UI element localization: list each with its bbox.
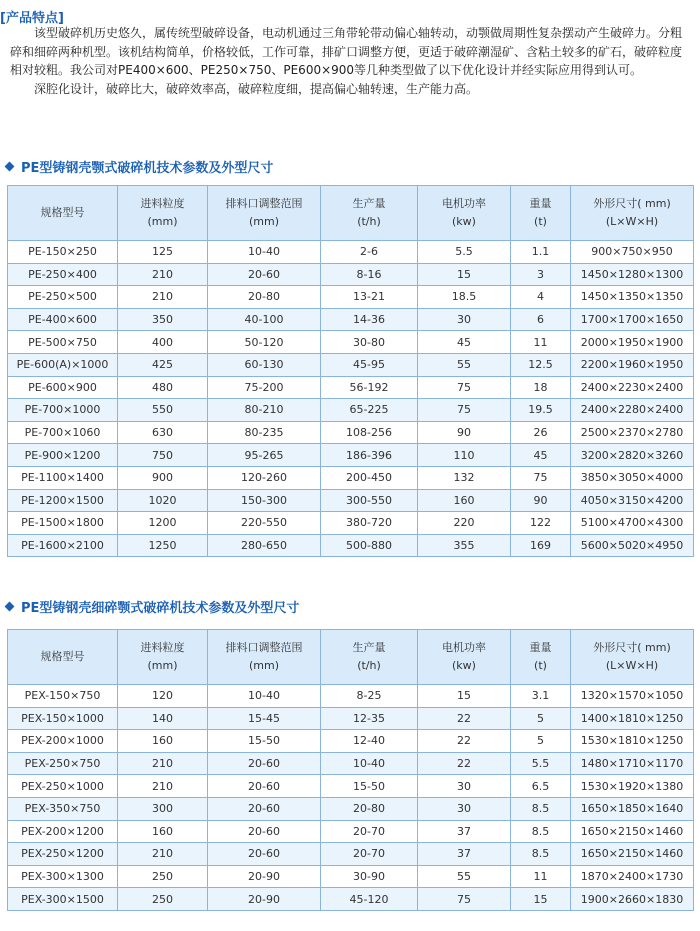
table-row [8, 353, 694, 376]
intro-paragraph-2: 深腔化设计，破碎比大，破碎效率高，破碎粒度细，提高偏心轴转速，生产能力高。 [34, 81, 479, 96]
table-cell: PEX-150×1000 [8, 707, 118, 730]
column-header-label: 进料粒度 [140, 197, 185, 210]
table-cell: 1530×1810×1250 [571, 730, 694, 753]
table-cell: 6 [511, 308, 571, 331]
table-cell: 1250 [118, 534, 208, 557]
table-cell: 26 [511, 421, 571, 444]
table-cell: 12.5 [511, 353, 571, 376]
table-cell: 22 [418, 707, 511, 730]
table-cell: PEX-350×750 [8, 797, 118, 820]
table-row [8, 865, 694, 888]
table-row [8, 286, 694, 309]
table-cell: 37 [418, 820, 511, 843]
table-cell: 1320×1570×1050 [571, 685, 694, 708]
table-cell: 400 [118, 331, 208, 354]
table-cell: 4050×3150×4200 [571, 489, 694, 512]
table-cell: 5.5 [418, 241, 511, 264]
column-header-unit: (t) [534, 215, 547, 228]
table-cell: 20-90 [208, 888, 321, 911]
pex-spec-table [7, 629, 694, 911]
table-cell: 1200 [118, 512, 208, 535]
table-cell: 30-80 [321, 331, 418, 354]
table-cell: 14-36 [321, 308, 418, 331]
table-cell: 300 [118, 797, 208, 820]
table-cell: 75-200 [208, 376, 321, 399]
table-cell: 210 [118, 843, 208, 866]
table-cell: 65-225 [321, 399, 418, 422]
table-cell: PE-1200×1500 [8, 489, 118, 512]
table-cell: 75 [511, 466, 571, 489]
table-cell: 2500×2370×2780 [571, 421, 694, 444]
table-cell: 3850×3050×4000 [571, 466, 694, 489]
table-cell: 18.5 [418, 286, 511, 309]
table-cell: 45-120 [321, 888, 418, 911]
table-cell: 75 [418, 888, 511, 911]
column-header-label: 排料口调整范围 [225, 197, 303, 210]
table-row [8, 466, 694, 489]
table-row [8, 888, 694, 911]
table-cell: 15-50 [208, 730, 321, 753]
table-row [8, 730, 694, 753]
column-header [8, 630, 118, 685]
table-cell: 355 [418, 534, 511, 557]
table-cell: PEX-250×1200 [8, 843, 118, 866]
table1-title [6, 157, 273, 176]
table-cell: PE-250×400 [8, 263, 118, 286]
table-cell: 6.5 [511, 775, 571, 798]
column-header-unit: (L×W×H) [605, 215, 659, 228]
table-row [8, 399, 694, 422]
table-cell: 1900×2660×1830 [571, 888, 694, 911]
table-cell: PE-250×500 [8, 286, 118, 309]
table-cell: 30-90 [321, 865, 418, 888]
table2-title-text: PE型铸钢壳细碎颚式破碎机技术参数及外型尺寸 [21, 601, 300, 616]
column-header-label: 进料粒度 [140, 641, 185, 654]
table-cell: 13-21 [321, 286, 418, 309]
column-header [511, 630, 571, 685]
table-cell: 20-70 [321, 820, 418, 843]
table-cell: 5600×5020×4950 [571, 534, 694, 557]
table-cell: 300-550 [321, 489, 418, 512]
column-header-label: 生产量 [352, 641, 386, 654]
table-row [8, 797, 694, 820]
table-cell: PE-700×1000 [8, 399, 118, 422]
table2-title [6, 597, 299, 616]
table-header-row [8, 630, 694, 685]
table-cell: 2-6 [321, 241, 418, 264]
table-cell: 10-40 [208, 241, 321, 264]
column-header [418, 186, 511, 241]
table-cell: 900 [118, 466, 208, 489]
column-header-label: 规格型号 [40, 650, 85, 663]
table-cell: 15-50 [321, 775, 418, 798]
column-header [208, 630, 321, 685]
column-header [118, 186, 208, 241]
table-cell: 160 [118, 820, 208, 843]
table-cell: 20-60 [208, 263, 321, 286]
column-header-unit: (t) [534, 659, 547, 672]
table-cell: 3200×2820×3260 [571, 444, 694, 467]
table-cell: 4 [511, 286, 571, 309]
table-cell: PE-1600×2100 [8, 534, 118, 557]
table-cell: 20-80 [208, 286, 321, 309]
table-cell: 8.5 [511, 820, 571, 843]
column-header-unit: (kw) [452, 215, 476, 228]
table-row [8, 534, 694, 557]
table-cell: 108-256 [321, 421, 418, 444]
table-cell: 750 [118, 444, 208, 467]
table-cell: 2000×1950×1900 [571, 331, 694, 354]
table-cell: PE-1500×1800 [8, 512, 118, 535]
table-cell: 200-450 [321, 466, 418, 489]
table-cell: 1650×1850×1640 [571, 797, 694, 820]
table-cell: 110 [418, 444, 511, 467]
column-header-unit: (mm) [248, 215, 279, 228]
column-header [8, 186, 118, 241]
column-header-unit: (t/h) [357, 659, 381, 672]
table-cell: 280-650 [208, 534, 321, 557]
column-header-unit: (mm) [248, 659, 279, 672]
table-cell: 22 [418, 752, 511, 775]
table-cell: 15-45 [208, 707, 321, 730]
table-cell: 45-95 [321, 353, 418, 376]
table-cell: 37 [418, 843, 511, 866]
table-row [8, 843, 694, 866]
table-cell: PE-600(A)×1000 [8, 353, 118, 376]
table-cell: PEX-300×1500 [8, 888, 118, 911]
table-cell: 20-60 [208, 843, 321, 866]
table-row [8, 820, 694, 843]
table-cell: 900×750×950 [571, 241, 694, 264]
intro-text [10, 24, 692, 98]
table-cell: 8.5 [511, 843, 571, 866]
table-cell: PEX-250×750 [8, 752, 118, 775]
table-cell: 2200×1960×1950 [571, 353, 694, 376]
table-cell: PE-500×750 [8, 331, 118, 354]
table-cell: 500-880 [321, 534, 418, 557]
table-cell: PEX-250×1000 [8, 775, 118, 798]
intro-paragraph-1: 该型破碎机历史悠久，属传统型破碎设备，电动机通过三角带轮带动偏心轴转动，动颚做周期性复杂摆动产生破碎力。分粗碎和细碎两种机型。该机结构简单，价格较低，工作可靠，排矿口调整方便，更适于破碎潮湿矿、含粘土较多的矿石，破碎粒度相对较粗。我公司对PE400×600、PE250×750、PE600×900等几种类型做了以下优化设计并经实际应用得到认可。 [10, 26, 683, 77]
table-cell: PE-150×250 [8, 241, 118, 264]
table-cell: 186-396 [321, 444, 418, 467]
table-cell: 11 [511, 331, 571, 354]
table-cell: 45 [418, 331, 511, 354]
table-cell: 55 [418, 865, 511, 888]
table-cell: 56-192 [321, 376, 418, 399]
table-cell: 5100×4700×4300 [571, 512, 694, 535]
table-row [8, 308, 694, 331]
table1-title-text: PE型铸钢壳颚式破碎机技术参数及外型尺寸 [21, 161, 274, 176]
table-cell: 15 [418, 263, 511, 286]
table-row [8, 263, 694, 286]
table-cell: PE-700×1060 [8, 421, 118, 444]
table-cell: 20-60 [208, 820, 321, 843]
table-cell: 8.5 [511, 797, 571, 820]
column-header-label: 外形尺寸( mm) [593, 197, 671, 210]
diamond-bullet-icon [5, 162, 15, 172]
table-cell: 1480×1710×1170 [571, 752, 694, 775]
column-header-unit: (t/h) [357, 215, 381, 228]
table-cell: 80-210 [208, 399, 321, 422]
table-cell: 169 [511, 534, 571, 557]
table-row [8, 241, 694, 264]
table-row [8, 421, 694, 444]
table-cell: 20-60 [208, 775, 321, 798]
table-cell: 60-130 [208, 353, 321, 376]
table-cell: 210 [118, 263, 208, 286]
table-cell: PEX-300×1300 [8, 865, 118, 888]
table-cell: 11 [511, 865, 571, 888]
table-cell: 630 [118, 421, 208, 444]
column-header [511, 186, 571, 241]
table-cell: 8-16 [321, 263, 418, 286]
table-cell: 1450×1350×1350 [571, 286, 694, 309]
column-header [321, 186, 418, 241]
table-cell: 132 [418, 466, 511, 489]
table-row [8, 752, 694, 775]
table-cell: 20-90 [208, 865, 321, 888]
pe-spec-table [7, 185, 694, 557]
column-header-label: 重量 [529, 197, 552, 210]
table-cell: 1450×1280×1300 [571, 263, 694, 286]
table-cell: 5 [511, 707, 571, 730]
column-header [571, 186, 694, 241]
table-row [8, 775, 694, 798]
column-header-label: 电机功率 [442, 197, 486, 210]
table-cell: 12-35 [321, 707, 418, 730]
table-cell: 380-720 [321, 512, 418, 535]
table-cell: PEX-150×750 [8, 685, 118, 708]
table-cell: 30 [418, 797, 511, 820]
table-cell: 150-300 [208, 489, 321, 512]
table-cell: 220 [418, 512, 511, 535]
table-cell: 10-40 [208, 685, 321, 708]
table-cell: 95-265 [208, 444, 321, 467]
column-header-label: 重量 [529, 641, 552, 654]
column-header [418, 630, 511, 685]
column-header-label: 排料口调整范围 [225, 641, 303, 654]
table-cell: 250 [118, 888, 208, 911]
table-cell: 30 [418, 775, 511, 798]
table-cell: 2400×2230×2400 [571, 376, 694, 399]
table-cell: 50-120 [208, 331, 321, 354]
column-header [321, 630, 418, 685]
table-row [8, 331, 694, 354]
table-cell: 20-60 [208, 752, 321, 775]
table-row [8, 512, 694, 535]
table-cell: 1020 [118, 489, 208, 512]
column-header-unit: (mm) [147, 659, 178, 672]
table-cell: 30 [418, 308, 511, 331]
table-cell: 75 [418, 399, 511, 422]
column-header-label: 规格型号 [40, 206, 85, 219]
column-header-unit: (kw) [452, 659, 476, 672]
table-cell: 12-40 [321, 730, 418, 753]
table-row [8, 707, 694, 730]
table-cell: 1870×2400×1730 [571, 865, 694, 888]
column-header [571, 630, 694, 685]
table-cell: 1700×1700×1650 [571, 308, 694, 331]
table-cell: PE-1100×1400 [8, 466, 118, 489]
table-cell: 18 [511, 376, 571, 399]
table-cell: 1.1 [511, 241, 571, 264]
table-cell: PEX-200×1000 [8, 730, 118, 753]
section-heading: [产品特点] [0, 11, 64, 26]
table-cell: 1650×2150×1460 [571, 820, 694, 843]
table-cell: 425 [118, 353, 208, 376]
column-header-unit: (mm) [147, 215, 178, 228]
table-cell: 8-25 [321, 685, 418, 708]
table-cell: 22 [418, 730, 511, 753]
table-cell: 480 [118, 376, 208, 399]
table-cell: 2400×2280×2400 [571, 399, 694, 422]
table-cell: 10-40 [321, 752, 418, 775]
table-cell: 210 [118, 775, 208, 798]
table-cell: 160 [118, 730, 208, 753]
table-cell: 5 [511, 730, 571, 753]
table-cell: 160 [418, 489, 511, 512]
table-cell: 3 [511, 263, 571, 286]
table-row [8, 685, 694, 708]
table-cell: 1530×1920×1380 [571, 775, 694, 798]
table-cell: 40-100 [208, 308, 321, 331]
table-cell: 120 [118, 685, 208, 708]
table-cell: 220-550 [208, 512, 321, 535]
table-cell: PE-600×900 [8, 376, 118, 399]
table-row [8, 444, 694, 467]
table-cell: 19.5 [511, 399, 571, 422]
table-cell: 3.1 [511, 685, 571, 708]
table-cell: PE-900×1200 [8, 444, 118, 467]
table-cell: 55 [418, 353, 511, 376]
table-cell: 5.5 [511, 752, 571, 775]
table-header-row [8, 186, 694, 241]
table-cell: 120-260 [208, 466, 321, 489]
table-cell: 125 [118, 241, 208, 264]
column-header-unit: (L×W×H) [605, 659, 659, 672]
table-row [8, 376, 694, 399]
table-cell: 15 [511, 888, 571, 911]
table-cell: 1400×1810×1250 [571, 707, 694, 730]
table-cell: PEX-200×1200 [8, 820, 118, 843]
table-cell: 90 [418, 421, 511, 444]
table-row [8, 489, 694, 512]
diamond-bullet-icon [5, 602, 15, 612]
table-cell: 210 [118, 286, 208, 309]
table-cell: 80-235 [208, 421, 321, 444]
column-header-label: 外形尺寸( mm) [593, 641, 671, 654]
table-cell: 122 [511, 512, 571, 535]
table-cell: 20-80 [321, 797, 418, 820]
table-cell: 350 [118, 308, 208, 331]
table-cell: PE-400×600 [8, 308, 118, 331]
table-cell: 75 [418, 376, 511, 399]
table-cell: 20-70 [321, 843, 418, 866]
column-header [118, 630, 208, 685]
table-cell: 1650×2150×1460 [571, 843, 694, 866]
table-cell: 140 [118, 707, 208, 730]
table-cell: 210 [118, 752, 208, 775]
table-cell: 550 [118, 399, 208, 422]
column-header [208, 186, 321, 241]
table-cell: 45 [511, 444, 571, 467]
table-cell: 90 [511, 489, 571, 512]
column-header-label: 生产量 [352, 197, 386, 210]
table-cell: 15 [418, 685, 511, 708]
column-header-label: 电机功率 [442, 641, 486, 654]
table-cell: 20-60 [208, 797, 321, 820]
table-cell: 250 [118, 865, 208, 888]
